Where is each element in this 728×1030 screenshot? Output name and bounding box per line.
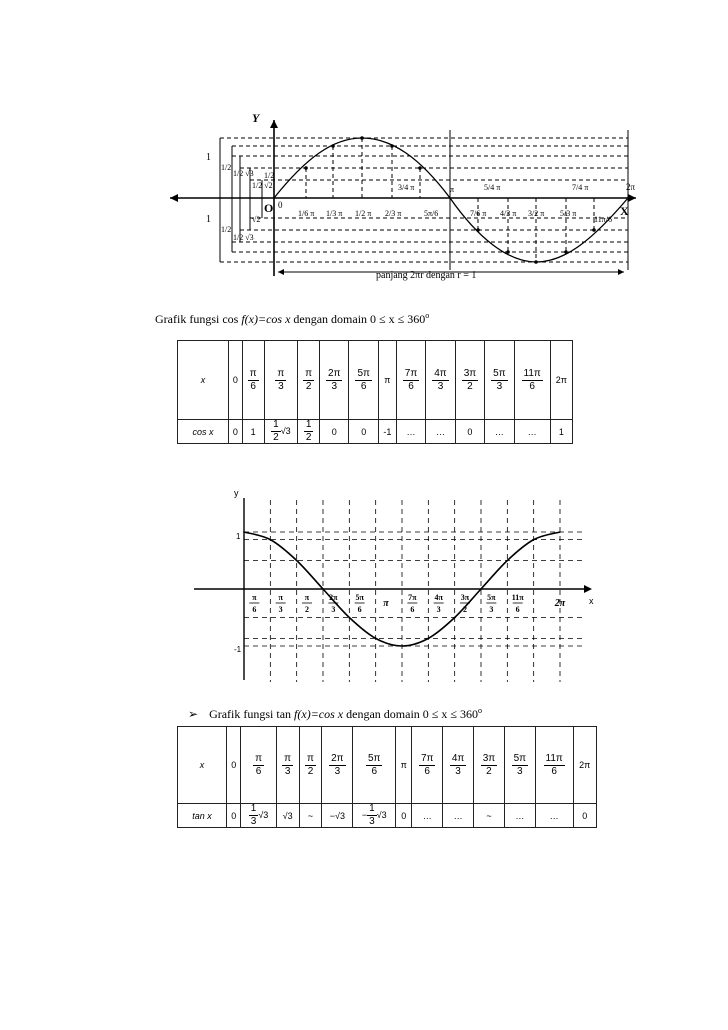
svg-text:3: 3	[436, 605, 441, 614]
x-tick-label-2	[302, 593, 312, 614]
left-val-3: 1/2 √2	[252, 181, 273, 190]
y-tick-label-minus1: -1	[234, 645, 242, 654]
x-tick-label-10	[512, 593, 525, 614]
xtick-7: 5/4 π	[484, 183, 501, 192]
left-val-0: 1	[206, 152, 211, 163]
svg-text:6: 6	[252, 605, 257, 614]
left-val-5: 1	[206, 214, 211, 225]
x-tick-label-6	[407, 593, 417, 614]
header-cell-7: $\frac{7\pi}{6}$	[396, 341, 425, 420]
row-label-cell: tan x	[178, 804, 227, 828]
header-cell-7: $\frac{7\pi}{6}$	[412, 727, 443, 804]
value-cell-4: −√3	[322, 804, 353, 828]
header-cell-1: $\frac{\pi}{6}$	[241, 727, 276, 804]
caption-cos-sup: o	[425, 311, 430, 320]
value-cell-10: …	[485, 420, 514, 444]
header-cell-8: $\frac{4\pi}{3}$	[426, 341, 455, 420]
value-cell-10: …	[504, 804, 535, 828]
svg-text:2π: 2π	[329, 593, 338, 602]
caption-cos-post: dengan domain 0 ≤ x ≤ 360	[290, 312, 426, 326]
zero-label: 0	[278, 200, 283, 210]
xtick-12: 3/2 π	[528, 209, 545, 218]
header-cell-9: $\frac{3\pi}{2}$	[455, 341, 484, 420]
xtick-13: 5/3 π	[560, 209, 577, 218]
svg-text:4π: 4π	[434, 593, 443, 602]
header-cell-5: $\frac{5\pi}{6}$	[349, 341, 378, 420]
value-cell-6: 0	[396, 804, 412, 828]
header-cell-11: $\frac{11\pi}{6}$	[535, 727, 573, 804]
svg-text:6: 6	[357, 605, 362, 614]
y-axis-label: Y	[252, 111, 260, 125]
svg-text:2π: 2π	[554, 598, 566, 609]
header-cell-6: π	[378, 341, 396, 420]
x-tick-label-7	[434, 593, 444, 614]
xtick-4: 3/4 π	[398, 183, 415, 192]
xtick-10: 7/6 π	[470, 209, 487, 218]
svg-text:5π: 5π	[355, 593, 364, 602]
value-cell-2: $\frac{1}{2}$ √3	[264, 420, 298, 444]
left-val-2: 1/2 √3	[233, 169, 254, 178]
svg-text:2: 2	[463, 605, 467, 614]
cos-value-table	[177, 340, 573, 444]
caption-cos-func: f(x)=cos x	[241, 312, 291, 326]
header-label-cell: x	[178, 341, 229, 420]
data-point-3	[322, 588, 324, 590]
header-cell-6: π	[396, 727, 412, 804]
value-cell-5: 0	[349, 420, 378, 444]
x-tick-label-1	[276, 593, 286, 614]
data-point-2	[296, 560, 298, 562]
data-point-9	[480, 588, 482, 590]
xtick-8: 7/4 π	[572, 183, 589, 192]
svg-text:3: 3	[278, 605, 283, 614]
value-cell-11: …	[514, 420, 550, 444]
y-tick-label-1: 1	[236, 532, 241, 541]
value-cell-5: − $\frac{1}{3}$ √3	[353, 804, 396, 828]
header-cell-5: $\frac{5\pi}{6}$	[353, 727, 396, 804]
x-tick-label-0	[249, 593, 259, 614]
svg-text:π: π	[383, 598, 389, 609]
value-cell-6: -1	[378, 420, 396, 444]
value-cell-1: 1	[242, 420, 264, 444]
xtick-9: 2π	[626, 182, 636, 192]
xtick-5: 5π/6	[424, 209, 439, 218]
x-tick-label-5	[383, 598, 389, 609]
x-tick-label-9	[486, 593, 496, 614]
table-row	[178, 420, 573, 444]
header-cell-8: $\frac{4\pi}{3}$	[443, 727, 474, 804]
tan-value-table	[177, 726, 597, 828]
table-row	[178, 804, 597, 828]
table-row	[178, 341, 573, 420]
svg-text:2: 2	[305, 605, 309, 614]
svg-text:π: π	[304, 593, 310, 602]
value-cell-7: …	[412, 804, 443, 828]
svg-text:3: 3	[489, 605, 494, 614]
value-cell-12: 1	[550, 420, 572, 444]
left-val-8: √2	[252, 215, 261, 224]
xtick-6: π	[450, 185, 455, 194]
value-cell-8: …	[426, 420, 455, 444]
value-cell-2: √3	[276, 804, 299, 828]
svg-text:6: 6	[410, 605, 415, 614]
header-label-cell: x	[178, 727, 227, 804]
data-point-12	[559, 531, 561, 533]
xtick-3: 2/3 π	[385, 209, 402, 218]
bullet-icon: ➢	[188, 707, 199, 721]
svg-text:3π: 3π	[460, 593, 470, 602]
data-point-0	[243, 531, 245, 533]
caption-tan-pre: Grafik fungsi tan	[209, 707, 295, 721]
xtick-1: 1/3 π	[326, 209, 343, 218]
header-cell-11: $\frac{11\pi}{6}$	[514, 341, 550, 420]
caption-cos-graph	[155, 311, 429, 327]
data-point-8	[454, 617, 456, 619]
x-axis-title: x	[589, 596, 594, 606]
data-point-4	[349, 617, 351, 619]
x-tick-label-11	[554, 598, 566, 609]
y-axis-title: y	[234, 488, 239, 498]
data-point-6	[401, 645, 403, 647]
caption-tan-graph	[188, 706, 482, 722]
left-val-4: 1/2	[264, 171, 275, 180]
x-axis-label: X	[620, 204, 629, 218]
xtick-0: 1/6 π	[298, 209, 315, 218]
value-cell-7: …	[396, 420, 425, 444]
header-cell-10: $\frac{5\pi}{3}$	[485, 341, 514, 420]
header-cell-10: $\frac{5\pi}{3}$	[504, 727, 535, 804]
row-label-cell: cos x	[178, 420, 229, 444]
svg-text:7π: 7π	[408, 593, 417, 602]
value-cell-11: …	[535, 804, 573, 828]
caption-tan-func: f(x)=cos x	[294, 707, 344, 721]
header-cell-2: $\frac{\pi}{3}$	[264, 341, 298, 420]
svg-text:5π: 5π	[487, 593, 496, 602]
xtick-2: 1/2 π	[355, 209, 372, 218]
header-cell-3: $\frac{\pi}{2}$	[299, 727, 322, 804]
x-tick-label-4	[355, 593, 365, 614]
caption-tan-post: dengan domain 0 ≤ x ≤ 360	[343, 707, 478, 721]
value-cell-3: ~	[299, 804, 322, 828]
svg-text:11π: 11π	[511, 593, 524, 602]
header-cell-9: $\frac{3\pi}{2}$	[474, 727, 505, 804]
data-point-11	[533, 539, 535, 541]
caption-tan-sup: o	[477, 706, 482, 715]
value-cell-9: ~	[474, 804, 505, 828]
value-cell-3: $\frac{1}{2}$	[298, 420, 320, 444]
header-cell-4: $\frac{2\pi}{3}$	[320, 341, 349, 420]
left-val-1: 1/2	[221, 163, 232, 172]
origin-label: O	[264, 201, 274, 215]
header-cell-12: 2π	[550, 341, 572, 420]
header-cell-3: $\frac{\pi}{2}$	[298, 341, 320, 420]
table-row	[178, 727, 597, 804]
header-cell-1: $\frac{\pi}{6}$	[242, 341, 264, 420]
data-point-7	[428, 638, 430, 640]
svg-text:π: π	[252, 593, 257, 602]
svg-text:3: 3	[331, 605, 336, 614]
svg-text:π: π	[278, 593, 283, 602]
caption-cos-pre: Grafik fungsi cos	[155, 312, 242, 326]
left-val-7: 1/2 √3	[233, 233, 254, 242]
header-cell-12: 2π	[573, 727, 596, 804]
xtick-11: 4/3 π	[500, 209, 517, 218]
xtick-14: 11π/6	[594, 215, 612, 224]
header-cell-4: $\frac{2\pi}{3}$	[322, 727, 353, 804]
value-cell-12: 0	[573, 804, 596, 828]
value-cell-9: 0	[455, 420, 484, 444]
value-cell-1: $\frac{1}{3}$ √3	[241, 804, 276, 828]
header-cell-0: 0	[227, 727, 241, 804]
cosine-line-chart	[0, 470, 728, 700]
header-cell-2: $\frac{\pi}{3}$	[276, 727, 299, 804]
cosine-projection-diagram	[0, 0, 728, 300]
value-cell-0: 0	[229, 420, 243, 444]
data-point-1	[270, 539, 272, 541]
bottom-note: panjang 2πr dengan r = 1	[376, 270, 477, 281]
header-cell-0: 0	[229, 341, 243, 420]
data-point-10	[507, 560, 509, 562]
svg-text:6: 6	[515, 605, 520, 614]
value-cell-8: …	[443, 804, 474, 828]
data-point-5	[375, 638, 377, 640]
value-cell-4: 0	[320, 420, 349, 444]
left-val-6: 1/2	[221, 225, 232, 234]
value-cell-0: 0	[227, 804, 241, 828]
